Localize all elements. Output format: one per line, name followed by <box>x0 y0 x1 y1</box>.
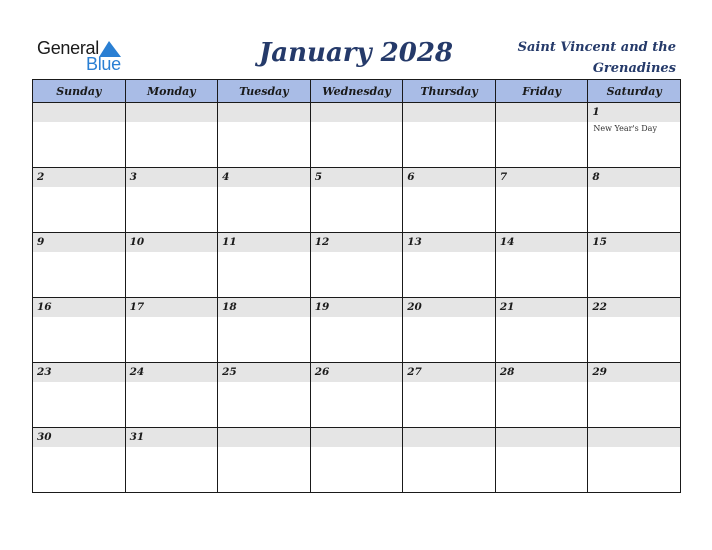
day-number-strip <box>496 233 588 252</box>
generalblue-logo <box>37 38 137 78</box>
day-number-strip <box>33 298 125 317</box>
calendar-grid <box>32 79 681 493</box>
day-number: 21 <box>499 301 515 313</box>
day-cell <box>125 428 218 493</box>
day-number: 3 <box>129 171 137 183</box>
day-number-strip <box>33 103 125 122</box>
day-cell <box>33 233 126 298</box>
day-number: 19 <box>314 301 330 313</box>
day-number-strip <box>33 428 125 447</box>
day-number: 24 <box>129 366 145 378</box>
day-number-strip <box>218 233 310 252</box>
day-cell <box>310 168 403 233</box>
weekday-header: Friday <box>495 80 588 103</box>
day-cell <box>125 363 218 428</box>
day-number-strip <box>588 103 680 122</box>
day-number: 31 <box>129 431 145 443</box>
week-row <box>33 103 681 168</box>
day-number-strip <box>126 298 218 317</box>
day-number: 22 <box>592 301 607 313</box>
day-number: 18 <box>222 301 237 313</box>
day-number-strip <box>588 428 680 447</box>
day-number: 6 <box>407 171 415 183</box>
day-number-strip <box>311 363 403 382</box>
day-number: 4 <box>222 171 230 183</box>
day-number-strip <box>403 363 495 382</box>
logo-text-general: General <box>37 38 99 58</box>
day-cell <box>218 168 311 233</box>
day-cell <box>403 168 496 233</box>
day-number: 10 <box>129 236 145 248</box>
day-cell <box>495 363 588 428</box>
day-number: 15 <box>592 236 607 248</box>
day-number: 5 <box>314 171 322 183</box>
holiday-label: New Year's Day <box>593 124 657 133</box>
day-number-strip <box>496 298 588 317</box>
week-row <box>33 233 681 298</box>
day-number: 1 <box>592 106 600 118</box>
day-cell <box>33 103 126 168</box>
day-number: 28 <box>499 366 515 378</box>
day-number: 25 <box>222 366 237 378</box>
day-number: 14 <box>499 236 515 248</box>
day-cell <box>125 168 218 233</box>
day-number-strip <box>218 298 310 317</box>
day-number-strip <box>403 298 495 317</box>
day-cell <box>588 233 681 298</box>
weekday-header: Tuesday <box>218 80 311 103</box>
weekday-header: Wednesday <box>310 80 403 103</box>
day-cell <box>125 103 218 168</box>
day-number-strip <box>33 168 125 187</box>
day-number-strip <box>126 103 218 122</box>
day-number: 13 <box>407 236 422 248</box>
day-number-strip <box>218 428 310 447</box>
day-number-strip <box>403 168 495 187</box>
weekday-header-row <box>33 80 681 103</box>
day-cell <box>310 363 403 428</box>
day-cell <box>588 168 681 233</box>
day-cell <box>310 428 403 493</box>
day-number: 16 <box>37 301 52 313</box>
week-row <box>33 168 681 233</box>
day-number-strip <box>496 428 588 447</box>
day-cell <box>403 363 496 428</box>
day-number-strip <box>403 103 495 122</box>
day-number: 7 <box>499 171 508 183</box>
day-number-strip <box>588 298 680 317</box>
day-number: 26 <box>314 366 330 378</box>
day-number: 11 <box>222 236 237 248</box>
day-cell <box>218 363 311 428</box>
day-cell <box>403 428 496 493</box>
day-number-strip <box>218 103 310 122</box>
day-cell <box>403 103 496 168</box>
day-cell <box>403 233 496 298</box>
day-number: 8 <box>592 171 600 183</box>
day-number: 9 <box>37 236 45 248</box>
day-number-strip <box>588 363 680 382</box>
day-number-strip <box>588 168 680 187</box>
day-number-strip <box>126 233 218 252</box>
day-number: 2 <box>37 171 45 183</box>
day-cell <box>495 103 588 168</box>
day-number: 12 <box>314 236 330 248</box>
day-number-strip <box>126 363 218 382</box>
day-number-strip <box>126 428 218 447</box>
day-number-strip <box>588 233 680 252</box>
day-number: 20 <box>407 301 422 313</box>
day-cell <box>125 298 218 363</box>
day-number-strip <box>33 363 125 382</box>
day-number-strip <box>496 103 588 122</box>
day-number-strip <box>311 168 403 187</box>
day-cell <box>588 428 681 493</box>
calendar-title: January 2028 <box>258 38 454 68</box>
day-cell <box>125 233 218 298</box>
day-cell <box>495 233 588 298</box>
weekday-header: Sunday <box>33 80 126 103</box>
week-row <box>33 298 681 363</box>
day-cell <box>218 428 311 493</box>
day-number: 27 <box>407 366 422 378</box>
day-cell <box>33 428 126 493</box>
day-cell <box>33 298 126 363</box>
day-cell <box>310 233 403 298</box>
logo-text-blue: Blue <box>86 54 121 74</box>
day-number-strip <box>218 168 310 187</box>
country-name: Saint Vincent and the Grenadines <box>517 40 676 76</box>
day-cell <box>218 298 311 363</box>
day-number-strip <box>218 363 310 382</box>
day-number: 29 <box>592 366 607 378</box>
day-number-strip <box>496 168 588 187</box>
day-cell <box>218 103 311 168</box>
day-cell <box>495 428 588 493</box>
week-row <box>33 363 681 428</box>
weekday-header: Saturday <box>588 80 681 103</box>
day-cell <box>403 298 496 363</box>
day-number: 30 <box>37 431 52 443</box>
day-cell <box>33 168 126 233</box>
weekday-header: Thursday <box>403 80 496 103</box>
day-cell <box>495 298 588 363</box>
day-cell <box>218 233 311 298</box>
day-cell <box>310 103 403 168</box>
day-number-strip <box>403 233 495 252</box>
day-number: 23 <box>37 366 52 378</box>
day-number-strip <box>311 103 403 122</box>
day-cell <box>588 298 681 363</box>
day-cell <box>33 363 126 428</box>
day-number-strip <box>496 363 588 382</box>
day-number: 17 <box>129 301 145 313</box>
weekday-header: Monday <box>125 80 218 103</box>
day-number-strip <box>33 233 125 252</box>
day-cell <box>588 363 681 428</box>
day-cell <box>588 103 681 168</box>
week-row <box>33 428 681 493</box>
day-number-strip <box>311 298 403 317</box>
day-cell <box>310 298 403 363</box>
day-number-strip <box>403 428 495 447</box>
day-number-strip <box>311 428 403 447</box>
day-number-strip <box>311 233 403 252</box>
day-number-strip <box>126 168 218 187</box>
day-cell <box>495 168 588 233</box>
